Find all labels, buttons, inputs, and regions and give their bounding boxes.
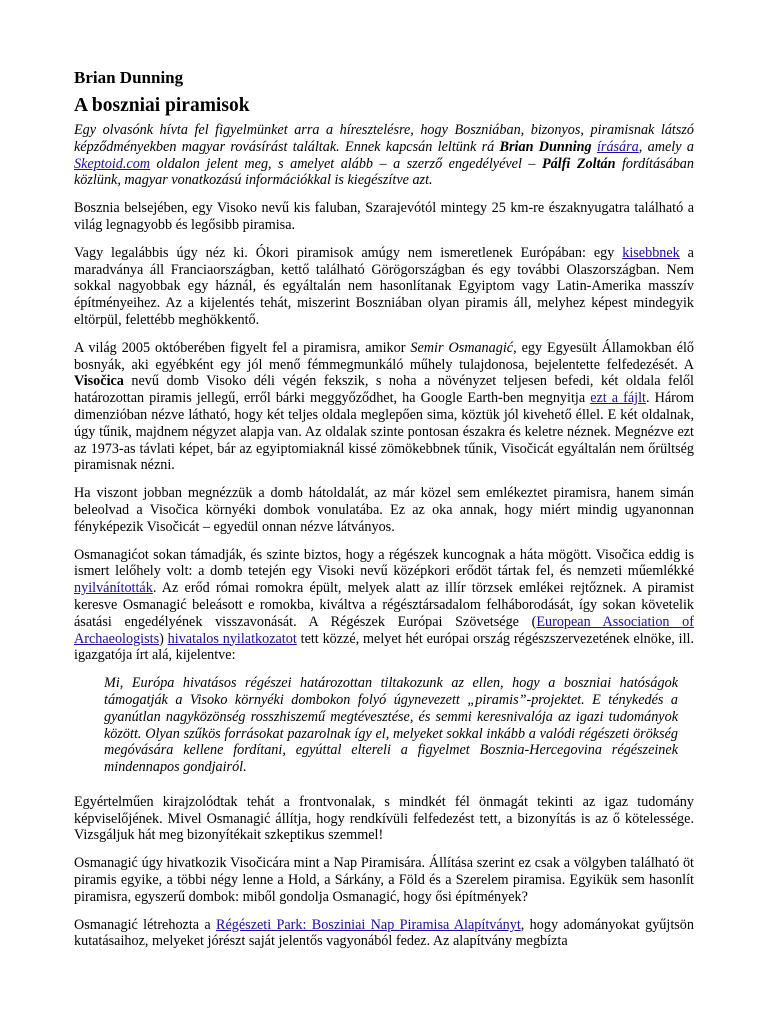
author-bold: Brian Dunning (499, 138, 592, 155)
link-ezt-a-fajlt[interactable]: ezt a fájlt (590, 390, 646, 407)
text-run: , hogy adományokat gyűjtsön kutatásaihoz, melyeket jórészt saját jelentős vagyonából fedez. Az alapítvány megbízta (74, 916, 694, 950)
link-hivatalos-nyilatkozat[interactable]: hivatalos nyilatkozatot (167, 630, 297, 647)
paragraph-3 (74, 340, 694, 474)
paragraph-4: Ha viszont jobban megnézzük a domb hátoldalát, az már közel sem emlékeztet piramisra, hanem simán beleolvad a Visočica környéki dombok vonulatába. Ez az oka annak, hogy miért mindig ugyanonnan fényképezik Visočicát – egyedül onnan nézve látványos. (74, 485, 694, 535)
text-run: A világ 2005 októberében figyelt fel a piramisra, amikor (74, 339, 411, 356)
text-run: oldalon jelent meg, s amelyet alább – a szerző engedélyével – (150, 155, 542, 172)
paragraph-7: Osmanagić úgy hivatkozik Visočicára mint a Nap Piramisára. Állítása szerint ez csak a völgyben található öt piramis egyike, a többi négy lenne a Hold, a Sárkány, a Föld és a Szerelem piramisa. Egyikük sem hasonlít piramisra, egyszerű dombok: miből gondolja Osmanagić, hogy ősi építmények? (74, 855, 694, 905)
text-run: . Az erőd római romokra épült, melyek alatt az illír törzsek emlékei rejtőznek. A piramist keresve Osmanagić beleásott e romokba, kiváltva a régésztársadalom felháborodását, így sokan követelik ásatási engedélyének visszavonását. A Régészek Európai Szövetsége ( (74, 580, 694, 630)
text-run: a maradványa áll Franciaországban, kettő található Görögországban és egy további Olaszországban. Nem sokkal nagyobbak egy háznál, és egyáltalán nem hasonlítanak Egyiptom vagy Latin-Amerika masszív építményeihez. Az a kijelentés tehát, miszerint Boszniában olyan piramis áll, melyhez képest mindegyik eltörpül, felettébb meghökkentő. (74, 244, 694, 328)
link-kisebbnek[interactable]: kisebbnek (622, 244, 680, 261)
link-nyilvanitottak[interactable]: nyilvánították (74, 580, 153, 597)
link-irasara[interactable]: írására (596, 138, 639, 155)
paragraph-5 (74, 547, 694, 665)
paragraph-6: Egyértelműen kirajzolódtak tehát a frontvonalak, s mindkét fél önmagát tekinti az igaz tudomány képviselőjének. Mivel Osmanagić állítja, hogy rendkívüli felfedezést tett, a bizonyítás is az ő kötelessége. Vizsgáljuk hát meg bizonyítékait szkeptikus szemmel! (74, 793, 694, 844)
article-title: A boszniai piramisok (74, 95, 250, 116)
text-run: Vagy legalábbis úgy néz ki. Ókori piramisok amúgy nem ismeretlenek Európában: egy (74, 244, 623, 261)
text-run: , amely a (638, 138, 694, 155)
text-run: fordításában közlünk, magyar vonatkozású információkkal is kiegészítve azt. (74, 155, 694, 189)
author-name: Brian Dunning (74, 68, 184, 87)
text-run: Osmanagićot sokan támadják, és szinte biztos, hogy a régészek kuncognak a háta mögött. Visočica eddig is ismert lelőhely volt: a domb tetején egy Visoki nevű középkori erődöt tártak fel, és nemzeti műemlékké (74, 546, 694, 580)
visocica-bold: Visočica (74, 373, 124, 390)
link-regeszeti-park[interactable]: Régészeti Park: Bosziniai Nap Piramisa Alapítványt (216, 916, 521, 933)
text-run: ) (159, 630, 168, 647)
paragraph-8 (74, 917, 694, 951)
intro-paragraph (74, 122, 694, 189)
text-run: , egy Egyesült Államokban élő bosnyák, aki egyébként egy jól menő fémmegmunkáló műhely tulajdonosa, bejelentette felfedezését. A (74, 339, 694, 373)
translator-bold: Pálfi Zoltán (542, 155, 616, 172)
link-skeptoid[interactable]: Skeptoid.com (74, 155, 151, 172)
text-run: Egy olvasónk hívta fel figyelmünket arra a híresztelésre, hogy Boszniában, bizonyos, piramisnak látszó képződményekben magyar rovásírást találtak. Ennek kapcsán leltünk rá (74, 122, 694, 155)
text-run: nevű domb Visoko déli végén fekszik, s noha a növényzet teljesen befedi, két oldala felől határozottan piramis jellegű, erről bárki meggyőződhet, ha Google Earth-ben megnyitja (74, 373, 694, 407)
person-name-italic: Semir Osmanagić (410, 339, 514, 356)
text-run: . Három dimenzióban nézve látható, hogy két teljes oldala meglepően sima, köztük jól kivehető éllel. E két oldalnak, úgy tűnik, majdnem négyzet alapja van. Az oldalak szinte pontosan északra és keletre néznek. Megnézve ezt az 1973-as távlati képet, bár az egyiptomiaknál kissé zömökebbnek tűnik, Visočicát egyáltalán nem őrültség piramisnak nézni. (74, 390, 694, 474)
block-quote: Mi, Európa hivatásos régészei határozottan tiltakozunk az ellen, hogy a boszniai hatóságok támogatják a Visoko környéki dombokon folyó úgynevezett „piramis”-projektet. E ténykedés a gyanútlan nagyközönség rosszhiszemű megtévesztése, és semmi keresnivalója az igazi tudományok között. Olyan szűkös forrásokat pazarolnak így el, melyeket sokkal inkább a valódi régészeti örökség megóvására kellene fordítani, egyúttal elterelі a figyelmet Bosznia-Hercegovina régészeinek mindennapos gondjairól. (104, 675, 678, 776)
text-run: tett közzé, melyet hét európai ország régészszervezetének elnöke, ill. igazgatója írt alá, kijelentve: (74, 630, 694, 664)
paragraph-1: Bosznia belsejében, egy Visoko nevű kis faluban, Szarajevótól mintegy 25 km-re északnyugatra található a világ legnagyobb és legősibb piramisa. (74, 200, 694, 233)
link-eaa[interactable]: European Association of Archaeologists (74, 613, 694, 647)
text-run: Osmanagić létrehozta a (74, 916, 217, 933)
paragraph-2 (74, 245, 694, 329)
